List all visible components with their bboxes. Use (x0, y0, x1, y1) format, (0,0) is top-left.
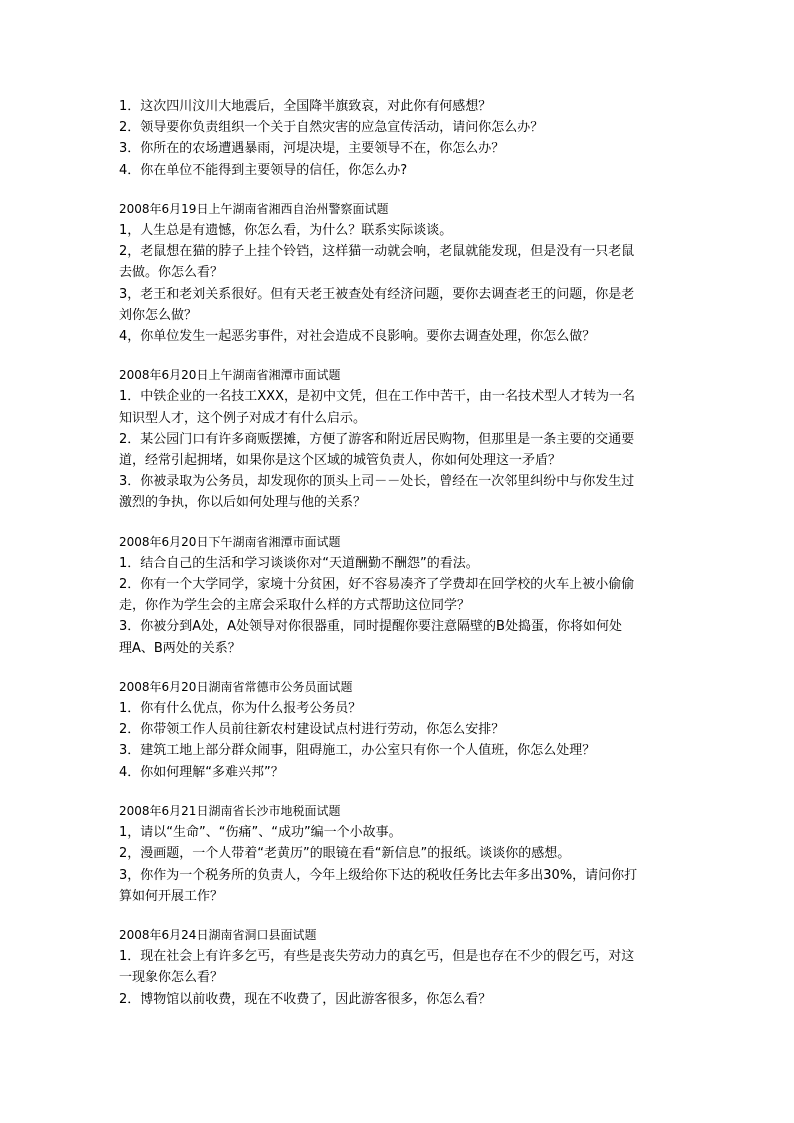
question-line: 1．你有什么优点，你为什么报考公务员？ (119, 701, 362, 717)
question-line: 2．博物馆以前收费，现在不收费了，因此游客很多，你怎么看？ (119, 991, 492, 1007)
question-line: 算如何开展工作？ (119, 888, 224, 904)
question-line: 理A、B两处的关系？ (119, 640, 241, 656)
section-title: 2008年6月20日上午湖南省湘潭市面试题 (119, 368, 341, 383)
question-line: 2，老鼠想在猫的脖子上挂个铃铛，这样猫一动就会响，老鼠就能发现，但是没有一只老鼠 (119, 244, 635, 260)
question-line: 3．你被分到A处，A处领导对你很器重，同时提醒你要注意隔壁的B处捣蛋，你将如何处 (119, 619, 622, 635)
question-section-intro (119, 96, 679, 181)
question-line: 1．现在社会上有许多乞丐，有些是丧失劳动力的真乞丐，但是也存在不少的假乞丐，对这 (119, 949, 635, 965)
question-section-xiangxi-police (119, 199, 679, 347)
question-line: 1，人生总是有遗憾，你怎么看，为什么？联系实际谈谈。 (119, 223, 453, 239)
question-line: 4．你在单位不能得到主要领导的信任，你怎么办? (119, 162, 408, 178)
section-title: 2008年6月20日湖南省常德市公务员面试题 (119, 679, 353, 694)
question-line: 4，你单位发生一起恶劣事件，对社会造成不良影响。要你去调查处理，你怎么做？ (119, 329, 596, 345)
question-line: 4．你如何理解“多难兴邦”？ (119, 764, 284, 780)
question-line: 3．建筑工地上部分群众闹事，阻碍施工，办公室只有你一个人值班，你怎么处理？ (119, 743, 596, 759)
question-line: 道，经常引起拥堵，如果你是这个区域的城管负责人，你如何处理这一矛盾？ (119, 453, 562, 469)
section-title: 2008年6月24日湖南省洞口县面试题 (119, 927, 317, 942)
question-line: 1，请以“生命”、“伤痛”、“成功”编一个小故事。 (119, 825, 402, 841)
question-line: 2．你有一个大学同学，家境十分贫困，好不容易凑齐了学费却在回学校的火车上被小偷偷 (119, 577, 635, 593)
question-line: 走，你作为学生会的主席会采取什么样的方式帮助这位同学？ (119, 598, 471, 614)
section-title: 2008年6月19日上午湖南省湘西自治州警察面试题 (119, 201, 389, 216)
question-line: 1．这次四川汶川大地震后，全国降半旗致哀，对此你有何感想？ (119, 99, 492, 114)
question-line: 2．某公园门口有许多商贩摆摊，方便了游客和附近居民购物，但那里是一条主要的交通要 (119, 431, 635, 447)
question-line: 知识型人才，这个例子对成才有什么启示。 (119, 410, 367, 426)
question-line: 刘你怎么做？ (119, 307, 198, 323)
question-line: 激烈的争执，你以后如何处理与他的关系？ (119, 495, 367, 511)
question-line: 1．结合自己的生活和学习谈谈你对“天道酬勤不酬怨”的看法。 (119, 555, 479, 571)
question-line: 2．你带领工作人员前往新农村建设试点村进行劳动，你怎么安排？ (119, 722, 505, 738)
document-page (119, 96, 679, 1010)
question-line: 3，你作为一个税务所的负责人，今年上级给你下达的税收任务比去年多出30%，请问你打 (119, 867, 638, 883)
question-line: 去做。你怎么看？ (119, 265, 224, 281)
question-section-changsha-tax (119, 801, 679, 907)
section-title: 2008年6月20日下午湖南省湘潭市面试题 (119, 534, 341, 549)
question-section-changde (119, 677, 679, 783)
question-section-xiangtan-morning (119, 365, 679, 513)
question-line: 一现象你怎么看？ (119, 970, 224, 986)
section-title: 2008年6月21日湖南省长沙市地税面试题 (119, 803, 341, 818)
question-line: 3，老王和老刘关系很好。但有天老王被查处有经济问题，要你去调查老王的问题，你是老 (119, 286, 635, 302)
question-section-dongkou (119, 925, 679, 1010)
question-section-xiangtan-afternoon (119, 532, 679, 659)
question-line: 2，漫画题，一个人带着“老黄历”的眼镜在看“新信息”的报纸。谈谈你的感想。 (119, 846, 571, 862)
question-line: 3．你被录取为公务员，却发现你的顶头上司－－处长，曾经在一次邻里纠纷中与你发生过 (119, 474, 635, 490)
question-line: 1．中铁企业的一名技工XXX，是初中文凭，但在工作中苦干，由一名技术型人才转为一名 (119, 389, 635, 405)
question-line: 2．领导要你负责组织一个关于自然灾害的应急宣传活动，请问你怎么办？ (119, 120, 544, 136)
question-line: 3．你所在的农场遭遇暴雨，河堤决堤，主要领导不在，你怎么办？ (119, 141, 505, 157)
